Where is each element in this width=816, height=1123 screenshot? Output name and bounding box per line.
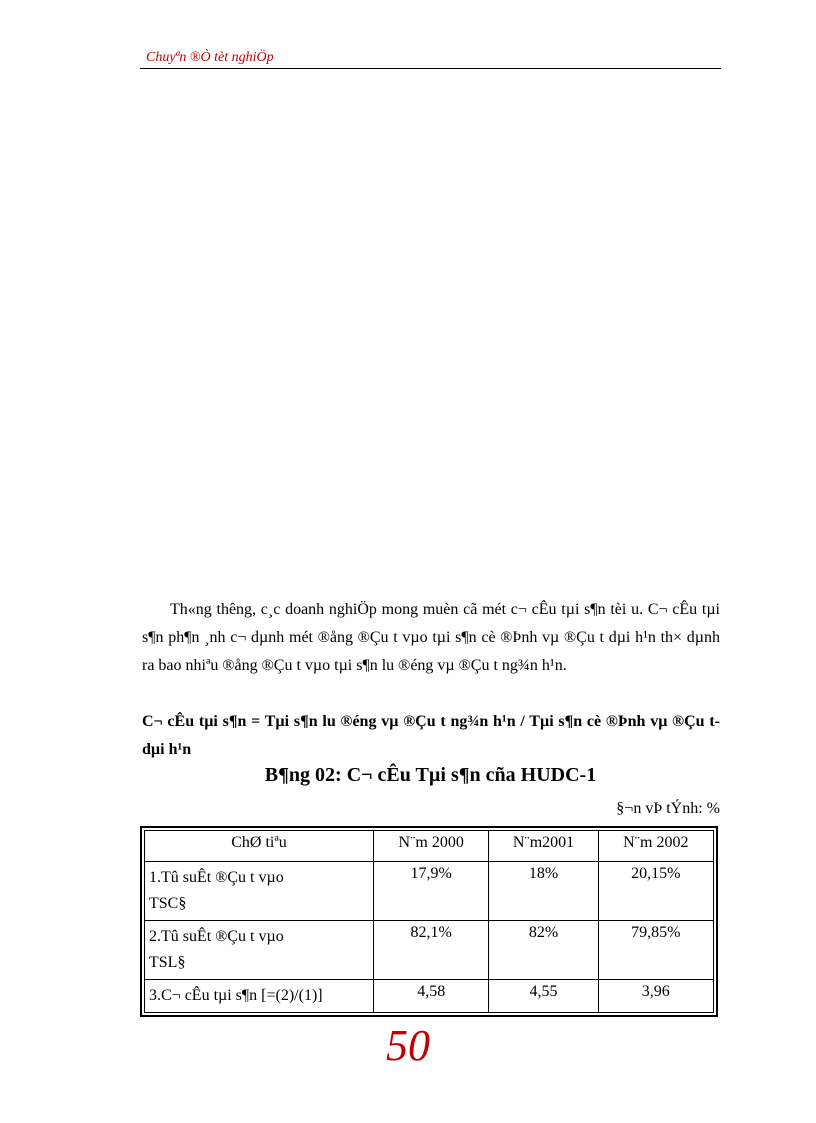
cell-2000: 82,1%	[374, 921, 489, 980]
header-title: Chuyªn ®Ò tèt nghiÖp	[146, 50, 274, 65]
row-label	[145, 921, 374, 980]
asset-structure-table	[140, 826, 718, 1017]
cell-2002: 79,85%	[598, 921, 713, 980]
row-label-line1: 3.C¬ cÊu tµi s¶n [=(2)/(1)]	[149, 987, 323, 1004]
row-label-line1: 1.Tû suÊt ®Çu t vµo	[149, 869, 284, 886]
page-number: 50	[386, 1021, 430, 1070]
table-caption: B¶ng 02: C¬ cÊu Tµi s¶n cña HUDC-1	[264, 764, 597, 786]
cell-2002: 20,15%	[598, 862, 713, 921]
formula-paragraph: C¬ cÊu tµi s¶n = Tµi s¶n lu ®éng vµ ®Çu t ng¾n h¹n / Tµi s¶n cè ®Þnh vµ ®Çu t dµi h¹n	[142, 713, 720, 758]
row-label	[145, 980, 374, 1013]
cell-2000: 4,58	[374, 980, 489, 1013]
page-header	[140, 48, 721, 69]
table-row	[145, 862, 714, 921]
table-row	[145, 921, 714, 980]
cell-2000: 17,9%	[374, 862, 489, 921]
row-label-line2: TSC§	[149, 895, 187, 912]
row-label-line2: TSL§	[149, 954, 186, 971]
table-header-row	[145, 831, 714, 862]
cell-2002: 3,96	[598, 980, 713, 1013]
table-unit: §¬n vÞ tÝnh: %	[616, 800, 720, 817]
cell-2001: 18%	[489, 862, 598, 921]
cell-2001: 4,55	[489, 980, 598, 1013]
header-indicator: ChØ tiªu	[145, 831, 374, 862]
row-label-line1: 2.Tû suÊt ®Çu t vµo	[149, 928, 284, 945]
table-row	[145, 980, 714, 1013]
cell-2001: 82%	[489, 921, 598, 980]
header-year-2001: N¨m2001	[489, 831, 598, 862]
header-year-2002: N¨m 2002	[598, 831, 713, 862]
header-year-2000: N¨m 2000	[374, 831, 489, 862]
row-label	[145, 862, 374, 921]
body-paragraph: Th«ng thêng, c¸c doanh nghiÖp mong muèn cã mét c¬ cÊu tµi s¶n tèi u. C¬ cÊu tµi s¶n ph¶n ¸nh c¬ dµnh mét ®ång ®Çu t vµo tµi s¶n cè ®Þnh vµ ®Çu t dµi h¹n th× dµnh ra bao nhiªu ®ång ®Çu t vµo tµi s¶n lu ®éng vµ ®Çu t ng¾n h¹n.	[142, 601, 720, 674]
